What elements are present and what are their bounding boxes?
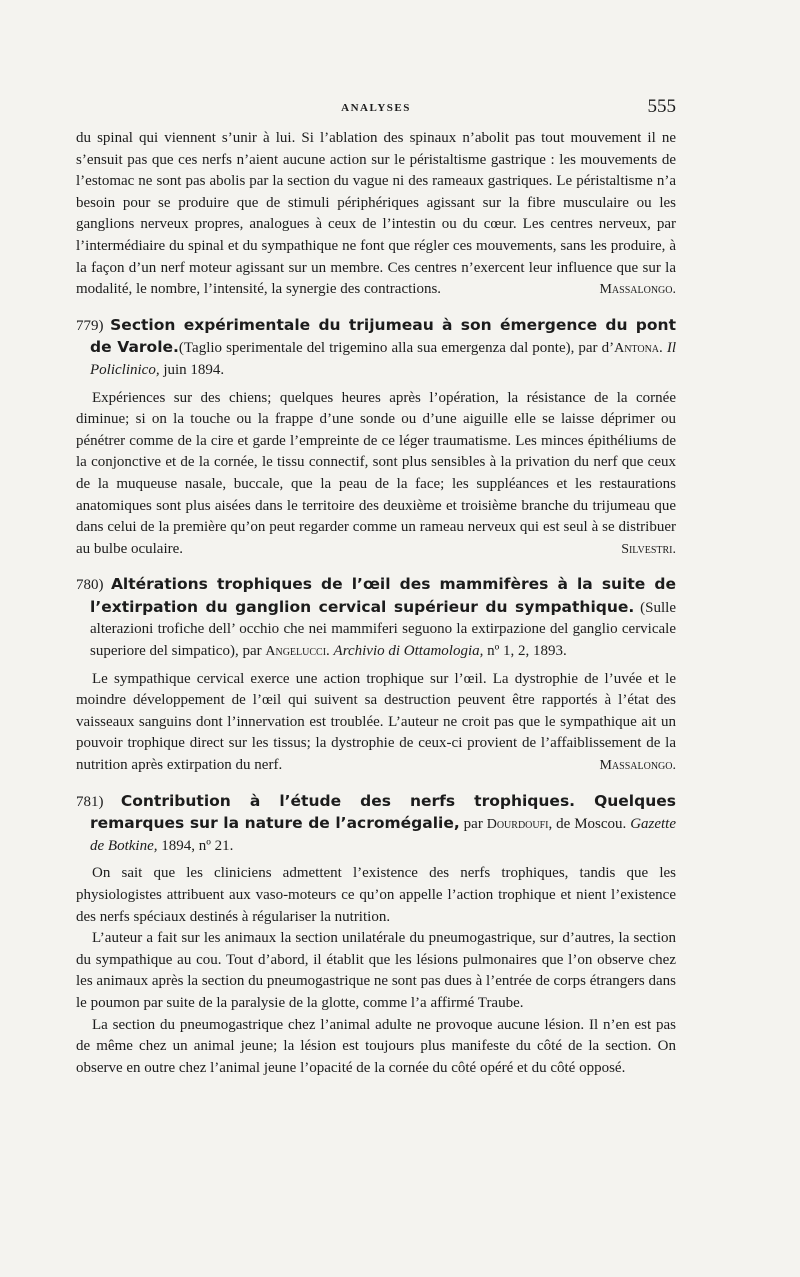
entry-reference-pre: par (459, 816, 487, 833)
running-head (76, 96, 676, 120)
entry-journal: Archivio di Ottamologia, (333, 643, 484, 660)
entry-heading (76, 574, 676, 662)
signature: Massalongo. (599, 282, 676, 298)
paragraph-text: Expériences sur des chiens; quelques heures après l’opération, la résistance de la cornée diminue; si on la touche ou la frappe d’une sonde ou d’une aiguille elle se laisse déprimer ou pénétrer comme de la cire et garde l’empreinte de ce léger traumatisme. Les minces épithéliums de la conjonctive et de la cornée, le tissu connectif, sont plus sensibles à la privation du nerf que ceux de la muqueuse nasale, buccale, que la peau de la face; les suppléances et les restaurations anatomiques sont plus aisées dans le territoire des deuxième et troisième branche du trijumeau que dans celui de la première qu’on peut regarder comme un rameau nerveux qui est seul à se distribuer au bulbe oculaire. (76, 389, 676, 557)
entry-title: Altérations trophiques de l’œil des mammifères à la suite de l’extirpation du ganglion cervical supérieur du sympathique. (90, 575, 676, 616)
entry-heading (76, 791, 676, 858)
entry-number: 779) (76, 317, 104, 334)
page-number: 555 (647, 96, 676, 117)
entry-779 (76, 315, 676, 561)
entry-title: Contribution à l’étude des nerfs trophiques. Quelques remarques sur la nature de l’acromégalie, (90, 791, 676, 833)
entry-reference-pre: (Taglio sperimentale del trigemino alla sua emergenza dal ponte), par d’ (178, 340, 615, 357)
entry-reference-mid: , de Moscou. (548, 816, 631, 833)
entry-paragraph (76, 388, 676, 561)
entry-reference-mid: . (659, 340, 667, 357)
entry-reference-mid: . (326, 643, 334, 660)
entry-reference-post: 1894, nº 21. (157, 837, 234, 854)
opening-text: du spinal qui viennent s’unir à lui. Si l’ablation des spinaux n’abolit pas tout mouvement il ne s’ensuit pas que ces nerfs n’aient aucune action sur le péristaltisme gastrique : les mouvements de l’estomac ne sont pas abolis par la section du vague ni des rameaux gastriques. Le péristaltisme n’a besoin pour se produire que de stimuli périphériques agissant sur la fibre musculaire ou les ganglions nerveux propres, analogues à ceux de l’intestin ou du cœur. Les centres nerveux, par l’intermédiaire du spinal et du sympathique ne font que régler ces mouvements, sans les produire, à la façon d’un nerf moteur agissant sur un membre. Ces centres n’exercent leur influence que sur la modalité, le nombre, l’intensité, la synergie des contractions. (76, 130, 676, 298)
entry-author: Dourdoufi (486, 817, 549, 833)
entry-number: 781) (76, 793, 104, 810)
paragraph-text: Le sympathique cervical exerce une action trophique sur l’œil. La dystrophie de l’uvée et le moindre développement de l’œil qui suivent sa destruction peuvent être rapportés à l’état des vaisseaux sanguins dont l’innervation est troublée. L’auteur ne croit pas que le sympathique ait un pouvoir trophique direct sur les tissus; la dystrophie de ceux-ci provient de l’affaiblissement de la nutrition après extirpation du nerf. (76, 670, 676, 774)
entry-journal: Il Policlinico, (90, 340, 676, 378)
entry-number: 780) (76, 577, 104, 594)
entry-reference-pre: (Sulle alterazioni trofiche dell’ occhio che nei mammiferi seguono la extirpazione del ganglio cervicale superiore del simpatico), par (90, 599, 677, 660)
entry-reference-post: nº 1, 2, 1893. (483, 643, 567, 660)
running-title: ANALYSES (341, 102, 411, 114)
entry-reference-post: juin 1894. (159, 361, 225, 378)
entry-781 (76, 791, 676, 1080)
entry-author: Antona (614, 341, 660, 357)
opening-paragraph (76, 128, 676, 301)
entry-paragraph (76, 669, 676, 777)
entry-780 (76, 574, 676, 776)
entry-paragraph: On sait que les cliniciens admettent l’existence des nerfs trophiques, tandis que les physiologistes attribuent aux vaso-moteurs ce qu’on appelle l’action trophique et nient l’existence des nerfs spéciaux destinés à régulariser la nutrition. (76, 865, 676, 925)
entry-author: Angelucci (265, 644, 327, 660)
page (76, 96, 676, 1079)
signature: Massalongo. (599, 758, 676, 774)
signature: Silvestri. (621, 541, 676, 557)
entry-paragraph: L’auteur a fait sur les animaux la section unilatérale du pneumogastrique, sur d’autres, la section du sympathique au cou. Tout d’abord, il établit que les lésions pulmonaires que l’on observe chez les animaux après la section du pneumogastrique ne sont pas dues à l’entrée de corps étrangers dans le poumon par suite de la paralysie de la glotte, comme l’a affirmé Traube. (76, 930, 676, 1011)
entry-heading (76, 315, 676, 382)
entry-paragraph: La section du pneumogastrique chez l’animal adulte ne provoque aucune lésion. Il n’en est pas de même chez un animal jeune; la lésion est toujours plus manifeste du côté de la section. On observe en outre chez l’animal jeune l’opacité de la cornée du côté opéré et du côté opposé. (76, 1016, 676, 1076)
entry-title: Section expérimentale du trijumeau à son émergence du pont de Varole. (90, 315, 676, 357)
entry-journal: Gazette de Botkine, (90, 816, 677, 854)
